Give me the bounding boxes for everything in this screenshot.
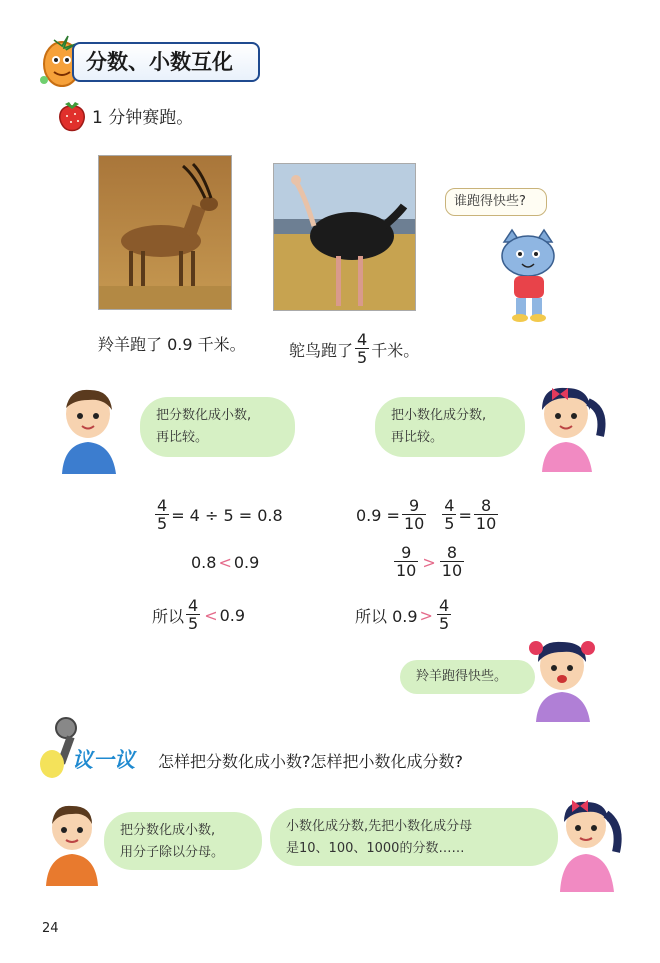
- greater-than-sign: >: [422, 552, 436, 572]
- fraction-denominator: 10: [396, 561, 417, 580]
- fraction: [394, 545, 418, 579]
- example-label: 1 分钟赛跑。: [92, 108, 194, 128]
- fraction-numerator: 4: [188, 596, 199, 615]
- conclusion-prefix: 所以 0.9: [355, 606, 418, 626]
- compare-value: 0.9: [233, 553, 260, 572]
- fraction: [437, 598, 451, 632]
- thought-cloud: [375, 397, 525, 457]
- fraction: [355, 332, 369, 366]
- fraction-denominator: 5: [357, 348, 368, 367]
- conclusion-row: [355, 598, 453, 632]
- girl-character-icon: [520, 632, 604, 722]
- fraction-numerator: 4: [438, 596, 450, 615]
- equation-text: 0.9 =: [356, 505, 400, 525]
- less-than-sign: <: [204, 605, 218, 625]
- thought-line: 把分数化成小数,: [156, 408, 252, 423]
- girl-character-icon: [548, 792, 624, 892]
- discuss-heading: 议一议: [72, 748, 135, 772]
- discuss-question: 怎样把分数化成小数?怎样把小数化成分数?: [158, 752, 463, 771]
- thought-line: 再比较。: [391, 430, 444, 445]
- comparison-row: [392, 545, 466, 579]
- fraction-numerator: 4: [444, 496, 455, 515]
- thought-line: 把小数化成分数,: [391, 408, 487, 423]
- fraction-numerator: 4: [157, 496, 168, 515]
- fraction-numerator: 4: [357, 330, 368, 349]
- fraction-denominator: 10: [403, 514, 425, 533]
- page-title: 分数、小数互化: [72, 42, 260, 82]
- ostrich-suffix: 千米。: [371, 340, 420, 360]
- girl-character-icon: [530, 380, 608, 472]
- fraction-denominator: 10: [475, 514, 497, 533]
- less-than-sign: <: [218, 553, 232, 572]
- compare-value: 0.8: [191, 553, 217, 572]
- cat-mascot-icon: [490, 228, 568, 322]
- fraction: [440, 545, 464, 579]
- equals-sign: =: [458, 505, 472, 525]
- conclusion-row: [152, 598, 245, 632]
- thought-cloud: 羚羊跑得快些。: [400, 660, 535, 694]
- antelope-distance-text: 羚羊跑了 0.9 千米。: [98, 335, 246, 354]
- equation-row: [153, 498, 283, 532]
- boy-character-icon: [40, 800, 104, 886]
- fraction-denominator: 5: [157, 514, 168, 533]
- ostrich-photo: [273, 163, 416, 311]
- thought-line: 再比较。: [156, 430, 209, 445]
- thought-line: 把分数化成小数,: [120, 823, 216, 838]
- thought-line: 小数化成分数,先把小数化成分母: [286, 819, 473, 834]
- equation-text: = 4 ÷ 5 = 0.8: [171, 505, 283, 525]
- strawberry-icon: [55, 98, 89, 134]
- thought-cloud: [104, 812, 262, 870]
- comparison-row: [191, 553, 259, 572]
- fraction-numerator: 8: [446, 543, 458, 562]
- page-number: 24: [42, 921, 59, 936]
- thought-cloud: [270, 808, 558, 866]
- thought-line: 用分子除以分母。: [120, 845, 225, 860]
- antelope-photo: [98, 155, 232, 310]
- fraction: [155, 498, 169, 532]
- fraction-denominator: 5: [444, 514, 455, 533]
- fraction: [442, 498, 456, 532]
- thought-line: 是10、100、1000的分数……: [286, 841, 465, 856]
- equation-row: [356, 498, 500, 532]
- compare-value: 0.9: [219, 605, 246, 625]
- fraction-numerator: 8: [480, 496, 492, 515]
- fraction-denominator: 5: [438, 614, 450, 633]
- fraction: [186, 598, 200, 632]
- ostrich-distance-text: [289, 332, 419, 366]
- greater-than-sign: >: [419, 605, 433, 625]
- boy-character-icon: [54, 386, 124, 474]
- fraction-numerator: 9: [401, 543, 412, 562]
- question-bubble: 谁跑得快些?: [445, 188, 547, 216]
- conclusion-prefix: 所以: [152, 606, 185, 626]
- ostrich-prefix: 鸵鸟跑了: [289, 340, 354, 360]
- fraction-numerator: 9: [409, 496, 420, 515]
- thought-cloud: [140, 397, 295, 457]
- fraction: [402, 498, 426, 532]
- fraction: [474, 498, 498, 532]
- fraction-denominator: 5: [188, 614, 199, 633]
- fraction-denominator: 10: [441, 561, 463, 580]
